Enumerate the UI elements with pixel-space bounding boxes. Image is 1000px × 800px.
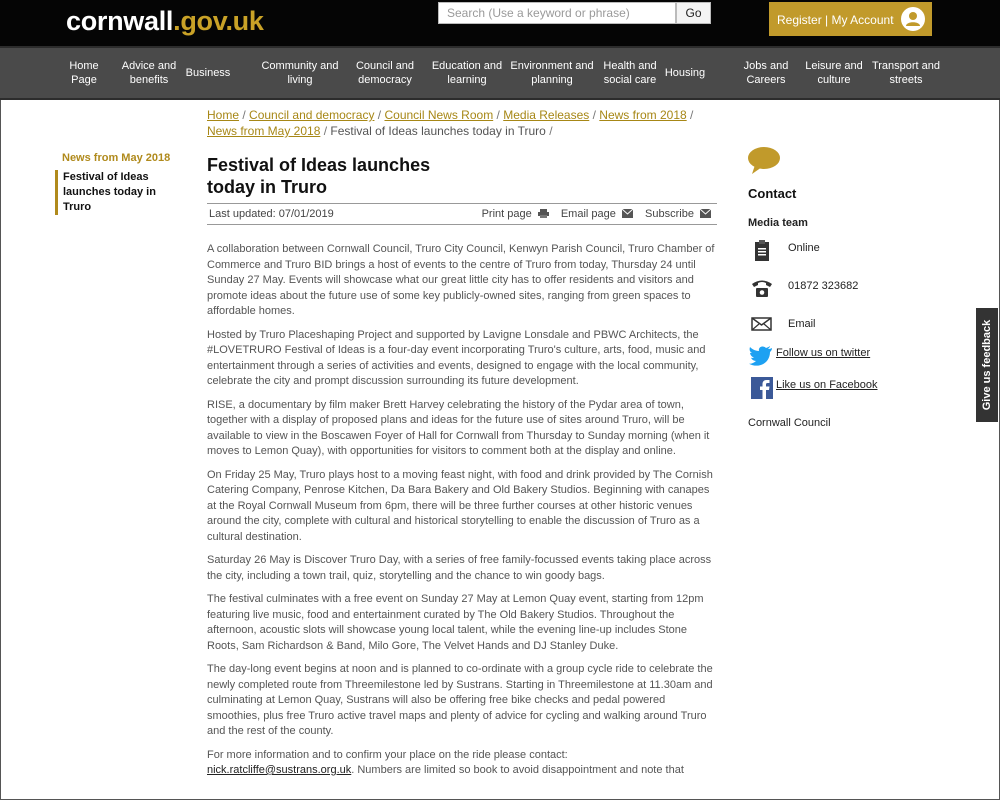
article-meta-bar [207, 203, 717, 225]
nav-item-home[interactable]: Home Page [69, 60, 99, 86]
contact-email-link[interactable]: nick.ratcliffe@sustrans.org.uk [207, 764, 352, 776]
nav-item-education[interactable]: Education and learning [431, 60, 503, 86]
contact-after-text: . Numbers are limited so book to avoid disappointment and note that [351, 764, 684, 776]
logo-dot: . [173, 6, 181, 36]
speech-bubble-icon [747, 146, 781, 181]
breadcrumb-separator: / [323, 124, 328, 138]
envelope-icon [622, 209, 633, 218]
search-go-button[interactable]: Go [676, 2, 711, 24]
nav-item-transport[interactable]: Transport and streets [871, 60, 941, 86]
breadcrumb-separator: / [592, 108, 596, 122]
breadcrumb [207, 107, 707, 139]
article-body [207, 242, 717, 787]
page-title: Festival of Ideas launches today in Truro [207, 155, 431, 197]
search-input[interactable] [438, 2, 676, 24]
nav-item-advice[interactable]: Advice and benefits [121, 60, 177, 86]
article-paragraph: A collaboration between Cornwall Council, Truro City Council, Kenwyn Parish Council, Truro Chamber of Commerce and Truro BID brings a host of events to the centre of Truro from today, Thursday 24 until Sunday 27 May. Events will showcase what our great little city has to offer residents and visitors and promote ideas about the future use of some key publicly-owned sites, ranging from green spaces to affordable homes. [207, 243, 715, 317]
account-separator: | [825, 13, 829, 27]
organisation-name: Cornwall Council [748, 417, 831, 429]
envelope-icon [700, 209, 711, 218]
subscribe-label: Subscribe [645, 208, 694, 220]
envelope-icon [751, 316, 773, 332]
breadcrumb-separator: / [377, 108, 382, 122]
breadcrumb-current: Festival of Ideas launches today in Truro [330, 124, 546, 138]
contact-title: Contact [748, 186, 797, 201]
printer-icon [538, 209, 549, 218]
twitter-icon [748, 345, 774, 367]
feedback-label: Give us feedback [981, 319, 993, 411]
contact-intro-text: For more information and to confirm your place on the ride please contact: [207, 748, 568, 761]
left-nav-heading[interactable]: News from May 2018 [62, 152, 171, 164]
breadcrumb-link-news-may-2018[interactable]: News from May 2018 [207, 124, 321, 138]
article-paragraph: Saturday 26 May is Discover Truro Day, with a series of free family-focussed events taking place across the city, including a town trail, quiz, storytelling and the chance to win goody bags. [207, 554, 712, 582]
subscribe-button[interactable] [645, 208, 711, 220]
breadcrumb-separator: / [496, 108, 500, 122]
breadcrumb-link-news-2018[interactable]: News from 2018 [599, 108, 687, 122]
site-header [0, 0, 1000, 46]
site-logo[interactable] [66, 6, 264, 37]
breadcrumb-link-newsroom[interactable]: Council News Room [384, 108, 494, 122]
article-paragraph [207, 748, 717, 779]
left-nav-current[interactable]: Festival of Ideas launches today in Truro [55, 170, 175, 215]
email-page-button[interactable] [561, 208, 636, 220]
nav-item-jobs[interactable]: Jobs and Careers [743, 60, 789, 86]
contact-phone-number: 01872 323682 [788, 280, 859, 292]
article-paragraph: The festival culminates with a free event on Sunday 27 May at Lemon Quay event, starting from 12pm featuring live music, food and entertainment curated by The Old Bakery Studios. Throughout the afternoon, acoustic slots will showcase young local talent, while the evening line-up includes Stone Roots, Sam Richardson & Band, Milo Gore, The Velvet Hands and DJ Stanley Duke. [207, 593, 704, 652]
nav-item-business[interactable]: Business [185, 67, 231, 79]
nav-item-leisure[interactable]: Leisure and culture [805, 60, 863, 86]
contact-email-link[interactable]: Email [788, 318, 816, 330]
nav-item-housing[interactable]: Housing [664, 67, 706, 79]
user-icon[interactable] [901, 7, 925, 31]
my-account-link[interactable]: My Account [831, 13, 894, 27]
telephone-icon [751, 278, 773, 298]
print-page-button[interactable] [482, 208, 552, 220]
contact-online-link[interactable]: Online [788, 242, 820, 254]
breadcrumb-link-council[interactable]: Council and democracy [249, 108, 375, 122]
article-paragraph: Hosted by Truro Placeshaping Project and supported by Lavigne Lonsdale and PBWC Architects, the #LOVETRURO Festival of Ideas is a four-day event incorporating Truro's culture, arts, food, music and entertainment through a series of activities and events, designed to engage with the local community, celebrate the city and prompt discussion surrounding its future development. [207, 328, 706, 387]
twitter-link[interactable]: Follow us on twitter [776, 347, 871, 359]
breadcrumb-separator: / [242, 108, 246, 122]
facebook-icon [751, 377, 773, 399]
facebook-link[interactable]: Like us on Facebook [776, 379, 878, 391]
article-paragraph: On Friday 25 May, Truro plays host to a moving feast night, with food and drink provided by The Cornish Catering Company, Penrose Kitchen, Da Bara Bakery and Old Bakery Studios. Beginning with canapes at the Royal Cornwall Museum from 6pm, there will be three further courses at other historic venues around the city, complete with cultural and historical storytelling to enable the discussion of Truro as a cultural destination. [207, 468, 713, 543]
breadcrumb-separator: / [690, 108, 694, 122]
media-team-label: Media team [748, 217, 808, 229]
main-nav [0, 46, 1000, 100]
register-link[interactable]: Register [777, 13, 822, 27]
clipboard-icon [751, 240, 773, 262]
logo-main: cornwall [66, 6, 174, 36]
nav-item-community[interactable]: Community and living [261, 60, 339, 86]
feedback-tab[interactable] [976, 308, 998, 422]
email-page-label: Email page [560, 208, 616, 220]
breadcrumb-link-media-releases[interactable]: Media Releases [503, 108, 590, 122]
article-paragraph: RISE, a documentary by film maker Brett Harvey celebrating the history of the Pydar area of town, together with a display of proposed plans and ideas for the future use of sites around Truro, will be available to view in the Boscawen Foyer of Hall for Cornwall from Thursday to Sunday morning (when it moves to Lemon Quay), with opportunities for visitors to comment both at the display and online. [207, 398, 710, 457]
nav-item-environment[interactable]: Environment and planning [510, 60, 594, 86]
nav-item-health[interactable]: Health and social care [603, 60, 657, 86]
logo-tld: gov.uk [180, 6, 264, 36]
print-page-label: Print page [481, 208, 532, 220]
nav-item-council[interactable]: Council and democracy [355, 60, 415, 86]
breadcrumb-separator: / [549, 124, 553, 138]
account-panel [769, 2, 932, 36]
breadcrumb-link-home[interactable]: Home [207, 108, 240, 122]
article-paragraph: The day-long event begins at noon and is planned to co-ordinate with a group cycle ride to celebrate the newly completed route from Threemilestone led by Sustrans. Starting in Threemilestone at 11.30am and culminating at Lemon Quay, Sustrans will also be offering free bike checks and pedal powered smoothies, plus free Truro active travel maps and plenty of advice for cycling and walking around Truro and the rest of the county. [207, 663, 713, 737]
last-updated: Last updated: 07/01/2019 [209, 208, 334, 220]
